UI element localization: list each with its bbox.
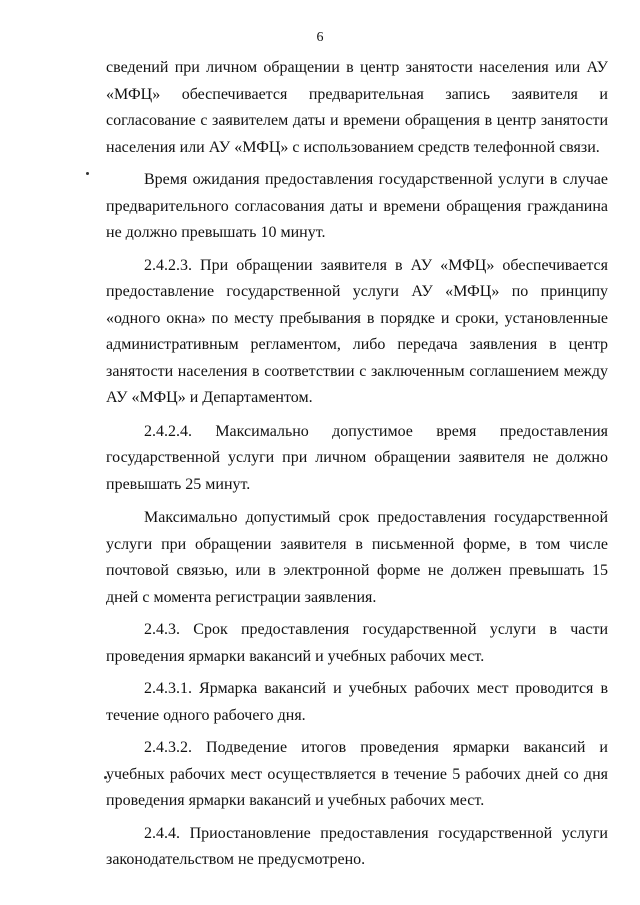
paragraph-2-4-3: 2.4.3. Срок предоставления государственной услуги в части проведения ярмарки вакансий и учебных рабочих мест. [106,621,608,665]
paragraph-2-4-2-3: 2.4.2.3. При обращении заявителя в АУ «МФЦ» обеспечивается предоставление государственной услуги АУ «МФЦ» по принципу «одного окна» по месту пребывания в порядке и сроки, установленные административным регламентом, либо передача заявления в центр занятости населения в соответствии с заключенным соглашением между АУ «МФЦ» и Департаментом. [106,256,608,406]
paragraph-waiting-time: Время ожидания предоставления государственной услуги в случае предварительного согласования даты и времени обращения гражданина не должно превышать 10 минут. [106,171,608,241]
page-number: 6 [316,30,324,45]
paragraph-continuation: сведений при личном обращении в центр занятости населения или АУ «МФЦ» обеспечивается предварительная запись заявителя и согласование с заявителем даты и времени обращения в центр занятости населения или АУ «МФЦ» с использованием средств телефонной связи. [106,59,608,156]
paragraph-2-4-2-4: 2.4.2.4. Максимально допустимое время предоставления государственной услуги при личном обращении заявителя не должно превышать 25 минут. [106,422,608,493]
document-body [106,55,608,874]
paragraph-max-term: Максимально допустимый срок предоставления государственной услуги при обращении заявителя в письменной форме, в том числе почтовой связью, или в электронной форме не должен превышать 15 дней с момента регистрации заявления. [106,509,608,606]
paragraph-2-4-3-1: 2.4.3.1. Ярмарка вакансий и учебных рабочих мест проводится в течение одного рабочего дня. [106,680,608,724]
margin-dot-mark [86,172,89,175]
paragraph-2-4-4: 2.4.4. Приостановление предоставления государственной услуги законодательством не предусмотрено. [106,824,608,868]
paragraph-2-4-3-2: 2.4.3.2. Подведение итогов проведения ярмарки вакансий и учебных рабочих мест осуществляется в течение 5 рабочих дней со дня проведения ярмарки вакансий и учебных рабочих мест. [106,739,608,809]
